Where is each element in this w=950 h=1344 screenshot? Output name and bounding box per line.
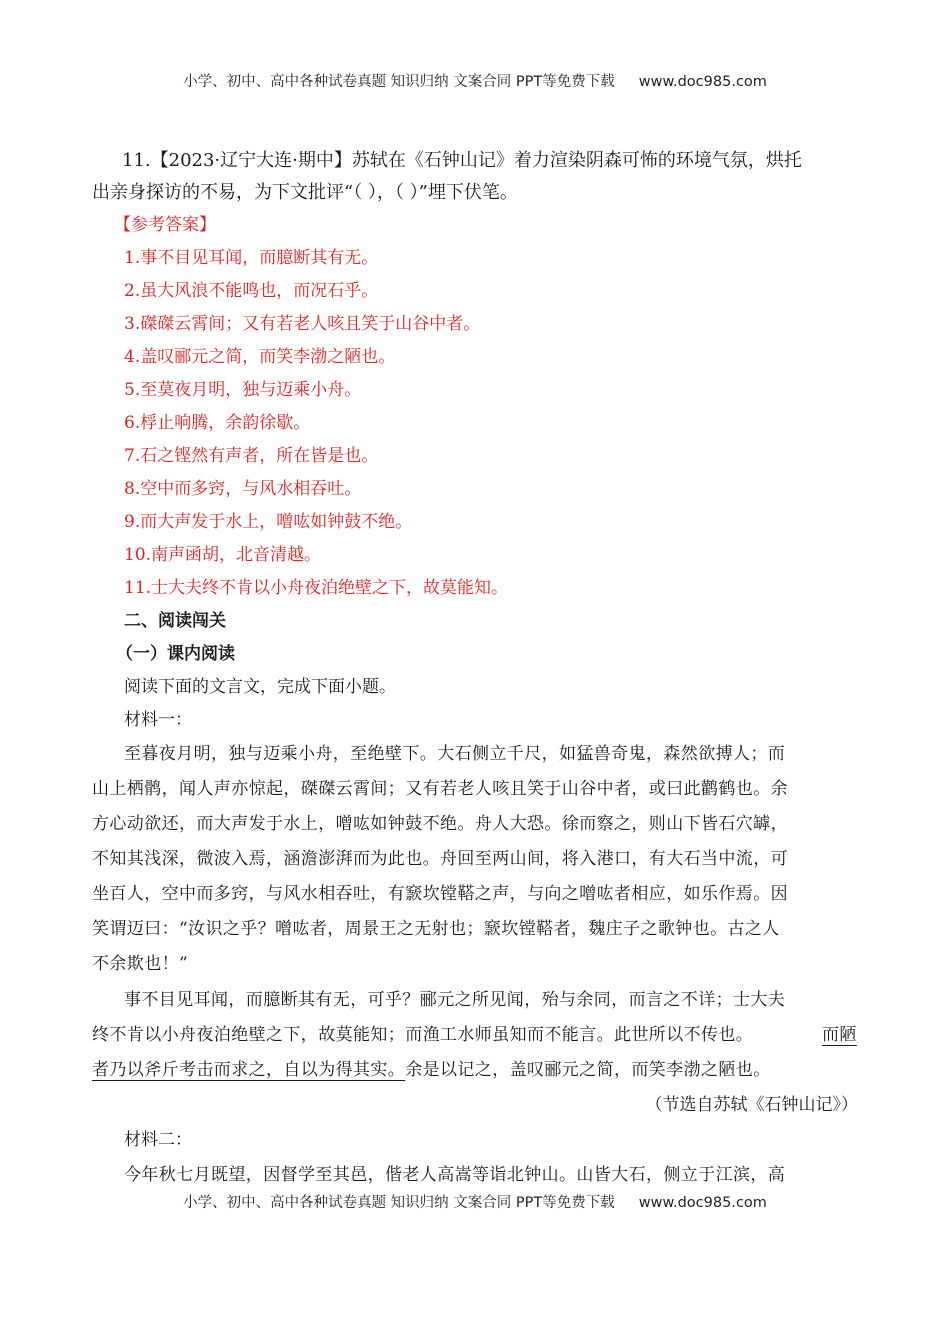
material-1-line: 山上栖鹘，闻人声亦惊起，磔磔云霄间；又有若老人咳且笑于山谷中者，或曰此鹳鹤也。余 [92, 779, 788, 799]
source-citation: （节选自苏轼《石钟山记》） [645, 1095, 858, 1115]
answer-item: 7.石之铿然有声者，所在皆是也。 [124, 446, 379, 466]
footer-text: 小学、初中、高中各种试卷真题 知识归纳 文案合同 PPT等免费下载 [183, 1195, 615, 1211]
page-header [0, 70, 950, 91]
subsection-title: （一）课内阅读 [116, 644, 235, 664]
page-footer [0, 1191, 950, 1212]
answer-item: 1.事不目见耳闻，而臆断其有无。 [124, 248, 379, 268]
question-line-2: 出亲身探访的不易，为下文批评“（ ），（ ）”埋下伏笔。 [92, 182, 518, 203]
section-title: 二、阅读闯关 [124, 611, 226, 631]
answer-item: 10.南声函胡，北音清越。 [124, 545, 322, 565]
material-1-para-2-line: 事不目见耳闻，而臆断其有无，可乎？郦元之所见闻，殆与余同，而言之不详；士大夫 [124, 990, 786, 1010]
material-1-line: 坐百人，空中而多窍，与风水相吞吐，有窾坎镗鞳之声，与向之噌吰者相应，如乐作焉。因 [92, 884, 788, 904]
header-url[interactable]: www.doc985.com [638, 74, 767, 90]
material-1-line: 至暮夜月明，独与迈乘小舟，至绝壁下。大石侧立千尺，如猛兽奇鬼，森然欲搏人；而 [124, 744, 786, 764]
answer-item: 6.桴止响腾，余韵徐歇。 [124, 413, 311, 433]
answer-item: 8.空中而多窍，与风水相吞吐。 [124, 479, 362, 499]
instruction-text: 阅读下面的文言文，完成下面小题。 [124, 677, 396, 697]
answer-title: 【参考答案】 [114, 215, 216, 235]
answer-item: 2.虽大风浪不能鸣也，而况石乎。 [124, 281, 379, 301]
answer-item: 4.盖叹郦元之简，而笑李渤之陋也。 [124, 347, 396, 367]
answer-item: 9.而大声发于水上，噌吰如钟鼓不绝。 [124, 512, 413, 532]
underlined-text: 而陋 [822, 1025, 857, 1045]
underlined-phrase-start [822, 1020, 857, 1045]
header-text: 小学、初中、高中各种试卷真题 知识归纳 文案合同 PPT等免费下载 [183, 74, 615, 90]
answer-item: 3.磔磔云霄间；又有若老人咳且笑于山谷中者。 [124, 314, 481, 334]
answer-item: 5.至莫夜月明，独与迈乘小舟。 [124, 380, 362, 400]
material-1-label: 材料一： [124, 710, 192, 730]
underlined-text: 者乃以斧斤考击而求之，自以为得其实。 [92, 1060, 406, 1080]
tail-text: 余是以记之，盖叹郦元之简，而笑李渤之陋也。 [405, 1060, 771, 1080]
material-1-line: 不余欺也！” [92, 954, 189, 974]
material-2-label: 材料二： [124, 1130, 192, 1150]
question-line-1: 11.【2023·辽宁大连·期中】苏轼在《石钟山记》着力渲染阴森可怖的环境气氛，烘托 [122, 150, 802, 171]
material-2-line: 今年秋七月既望，因督学至其邑，偕老人高嵩等诣北钟山。山皆大石，侧立于江滨，高 [124, 1165, 786, 1185]
material-1-para-2-line: 终不肯以小舟夜泊绝壁之下，故莫能知；而渔工水师虽知而不能言。此世所以不传也。 [92, 1025, 754, 1045]
material-1-para-2-line [92, 1055, 771, 1080]
answer-item: 11.士大夫终不肯以小舟夜泊绝壁之下，故莫能知。 [124, 578, 509, 598]
material-1-line: 不知其浅深，微波入焉，涵澹澎湃而为此也。舟回至两山间，将入港口，有大石当中流，可 [92, 849, 788, 869]
material-1-line: 方心动欲还，而大声发于水上，噌吰如钟鼓不绝。舟人大恐。徐而察之，则山下皆石穴罅， [92, 814, 788, 834]
material-1-line: 笑谓迈曰：“汝识之乎？噌吰者，周景王之无射也；窾坎镗鞳者，魏庄子之歌钟也。古之人 [92, 919, 780, 939]
footer-url[interactable]: www.doc985.com [638, 1195, 767, 1211]
